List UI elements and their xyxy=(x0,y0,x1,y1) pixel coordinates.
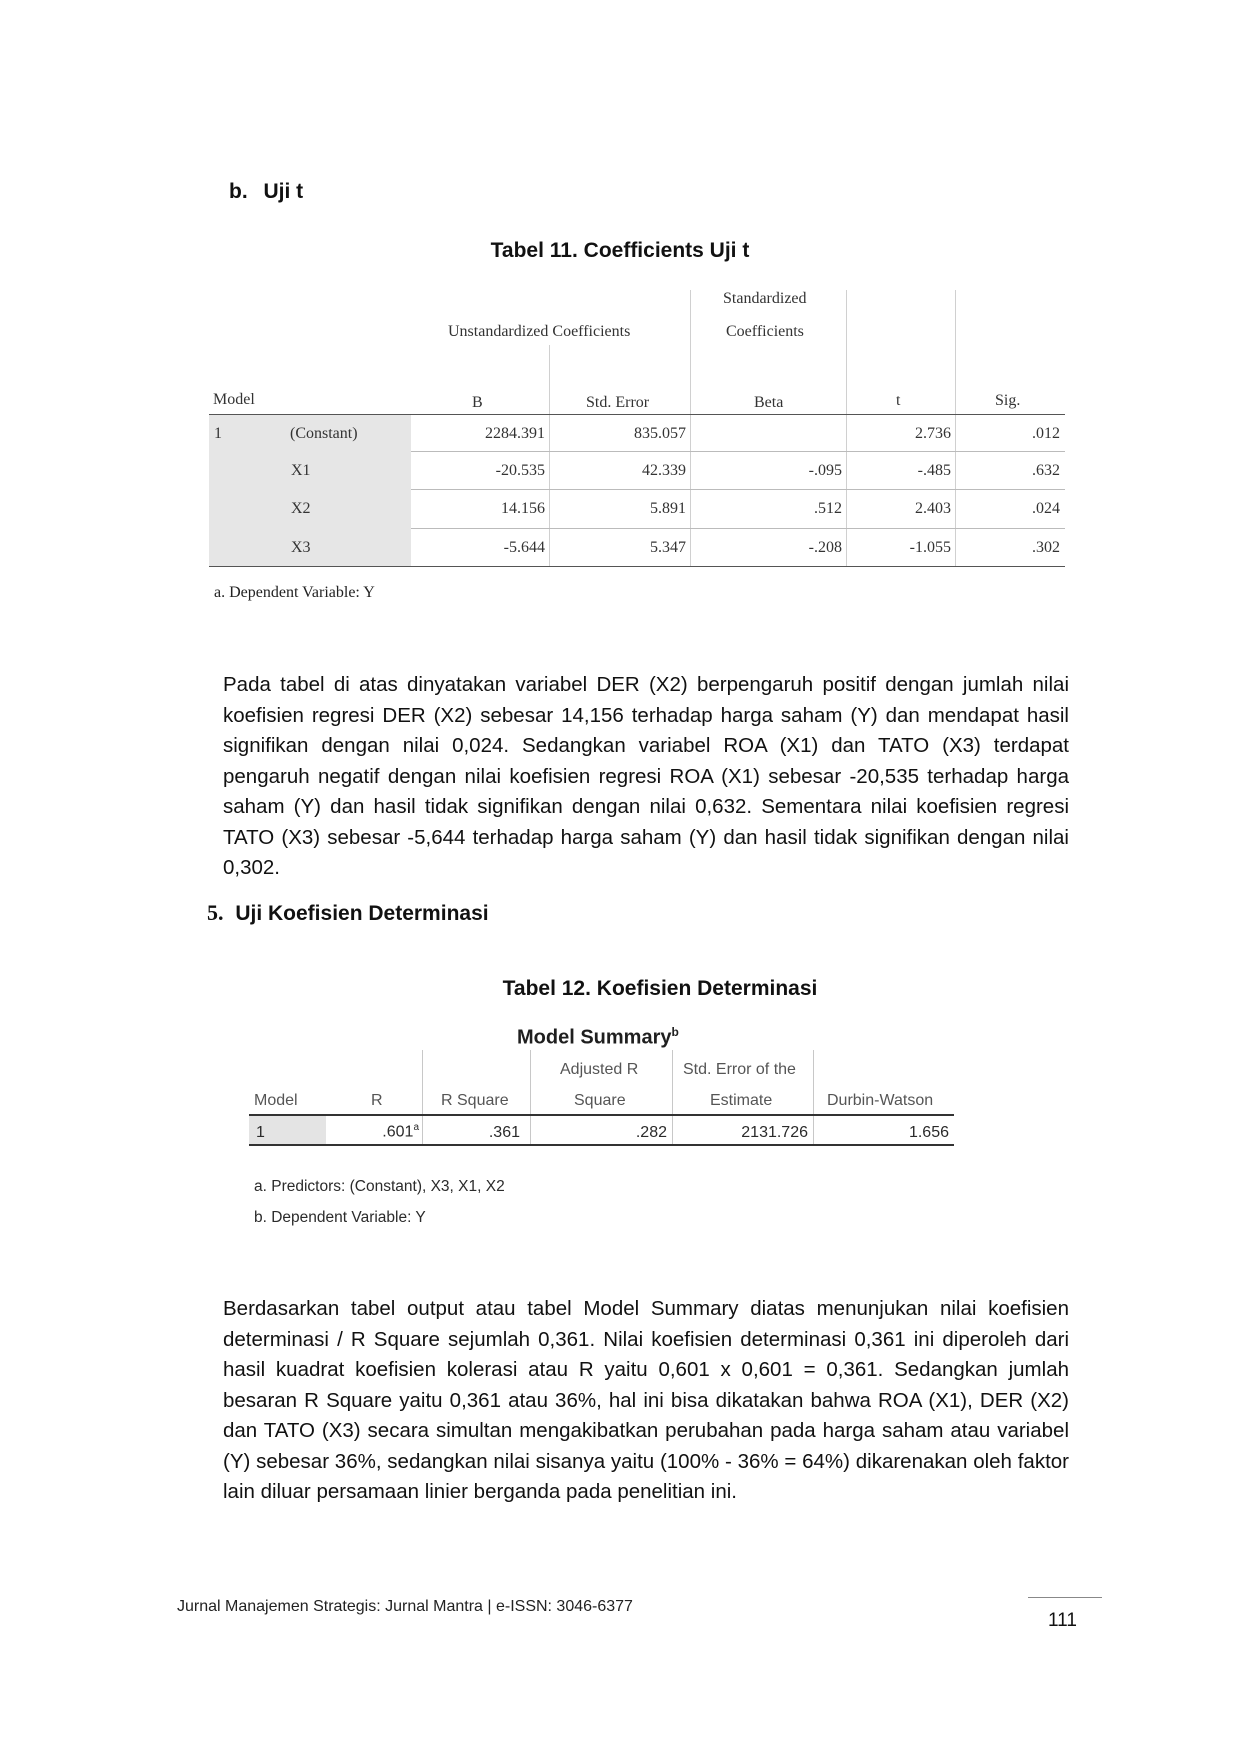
model-number: 1 xyxy=(214,425,222,442)
table11-caption: Tabel 11. Coefficients Uji t xyxy=(490,239,750,262)
cell-b: -20.535 xyxy=(495,462,545,479)
cell-r xyxy=(382,1122,419,1141)
cell-sig: .012 xyxy=(1032,425,1060,442)
cell-r-square: .361 xyxy=(488,1124,520,1141)
section-number: 5. xyxy=(207,900,224,925)
cell-t: -1.055 xyxy=(909,539,951,556)
header-std-error: Std. Error xyxy=(586,394,650,411)
header-rule xyxy=(249,1114,954,1116)
section-title: Uji t xyxy=(263,180,304,203)
cell-t: -.485 xyxy=(917,462,951,479)
col-sep xyxy=(422,1050,423,1145)
page-number: 111 xyxy=(1048,1610,1077,1631)
page-number-rule xyxy=(1028,1597,1102,1598)
cell-beta: -.095 xyxy=(808,462,842,479)
section-title: Uji Koefisien Determinasi xyxy=(235,902,489,925)
table11-footnote: a. Dependent Variable: Y xyxy=(214,584,375,601)
paragraph-text: Berdasarkan tabel output atau tabel Model Summary diatas menunjukan nilai koefisien determinasi / R Square sejumlah 0,361. Nilai koefisien determinasi 0,361 ini diperoleh dari hasil kuadrat koefisien kolerasi atau R yaitu 0,601 x 0,601 = 0,361. Sedangkan jumlah besaran R Square yaitu 0,361 atau 36%, hal ini bisa dikatakan bahwa ROA (X1), DER (X2) dan TATO (X3) secara simultan mengakibatkan perubahan pada harga saham atau variabel (Y) sebesar 36%, sedangkan nilai sisanya yaitu (100% - 36% = 64%) dikarenakan oleh faktor lain diluar persamaan linier berganda pada penelitian ini. xyxy=(223,1297,1069,1503)
section-letter: b. xyxy=(229,180,248,203)
title-superscript: b xyxy=(671,1025,679,1039)
paragraph-determinasi xyxy=(223,1294,1069,1508)
cell-durbin-watson: 1.656 xyxy=(908,1124,949,1141)
row-label: X2 xyxy=(291,500,311,517)
header-beta: Beta xyxy=(754,394,784,411)
row-label: X1 xyxy=(291,462,311,479)
cell-sig: .302 xyxy=(1032,539,1060,556)
header-see-line2: Estimate xyxy=(710,1092,773,1109)
cell-se: 5.347 xyxy=(650,539,686,556)
row-label: (Constant) xyxy=(290,425,358,442)
col-sep xyxy=(672,1050,673,1145)
header-standardized-line2: Coefficients xyxy=(726,323,804,340)
cell-beta: .512 xyxy=(814,500,842,517)
cell-model: 1 xyxy=(256,1124,265,1141)
header-r: R xyxy=(371,1092,383,1109)
header-see-line1: Std. Error of the xyxy=(683,1061,796,1078)
cell-beta: -.208 xyxy=(808,539,842,556)
header-r-square: R Square xyxy=(441,1092,509,1109)
cell-std-error-estimate: 2131.726 xyxy=(741,1124,808,1141)
bottom-rule xyxy=(249,1144,954,1146)
cell-se: 835.057 xyxy=(634,425,686,442)
table12-footnote-b: b. Dependent Variable: Y xyxy=(254,1209,426,1226)
cell-b: 2284.391 xyxy=(485,425,545,442)
header-model: Model xyxy=(254,1092,298,1109)
header-sig: Sig. xyxy=(995,392,1021,409)
row-label: X3 xyxy=(291,539,311,556)
col-sep xyxy=(530,1050,531,1145)
r-value: .601 xyxy=(382,1123,414,1141)
table12-caption: Tabel 12. Koefisien Determinasi xyxy=(502,977,818,1000)
header-b: B xyxy=(472,394,483,411)
cell-t: 2.403 xyxy=(915,500,951,517)
header-standardized-line1: Standardized xyxy=(723,290,807,307)
header-durbin-watson: Durbin-Watson xyxy=(827,1092,934,1109)
header-adjusted-line2: Square xyxy=(574,1092,626,1109)
table12-footnote-a: a. Predictors: (Constant), X3, X1, X2 xyxy=(254,1178,505,1195)
cell-b: -5.644 xyxy=(503,539,545,556)
cell-se: 5.891 xyxy=(650,500,686,517)
header-t: t xyxy=(896,392,901,409)
cell-se: 42.339 xyxy=(642,462,686,479)
header-unstandardized: Unstandardized Coefficients xyxy=(448,323,631,340)
cell-sig: .024 xyxy=(1032,500,1060,517)
table12-title xyxy=(517,1025,679,1050)
cell-adjusted-r-square: .282 xyxy=(635,1124,667,1141)
journal-footer: Jurnal Manajemen Strategis: Jurnal Mantra | e-ISSN: 3046-6377 xyxy=(177,1598,633,1615)
r-superscript: a xyxy=(413,1122,419,1133)
header-model: Model xyxy=(213,391,255,408)
cell-sig: .632 xyxy=(1032,462,1060,479)
table12-title-text: Model Summary xyxy=(517,1026,672,1049)
paragraph-text: Pada tabel di atas dinyatakan variabel DER (X2) berpengaruh positif dengan jumlah nilai koefisien regresi DER (X2) sebesar 14,156 terhadap harga saham (Y) dan mendapat hasil signifikan dengan nilai 0,024. Sedangkan variabel ROA (X1) dan TATO (X3) terdapat pengaruh negatif dengan nilai koefisien regresi ROA (X1) sebesar -20,535 terhadap harga saham (Y) dan hasil tidak signifikan dengan nilai 0,632. Sementara nilai koefisien regresi TATO (X3) sebesar -5,644 terhadap harga saham (Y) dan hasil tidak signifikan dengan nilai 0,302. xyxy=(223,673,1069,879)
header-adjusted-line1: Adjusted R xyxy=(560,1061,639,1078)
col-sep xyxy=(813,1050,814,1145)
cell-t: 2.736 xyxy=(915,425,951,442)
cell-b: 14.156 xyxy=(501,500,545,517)
